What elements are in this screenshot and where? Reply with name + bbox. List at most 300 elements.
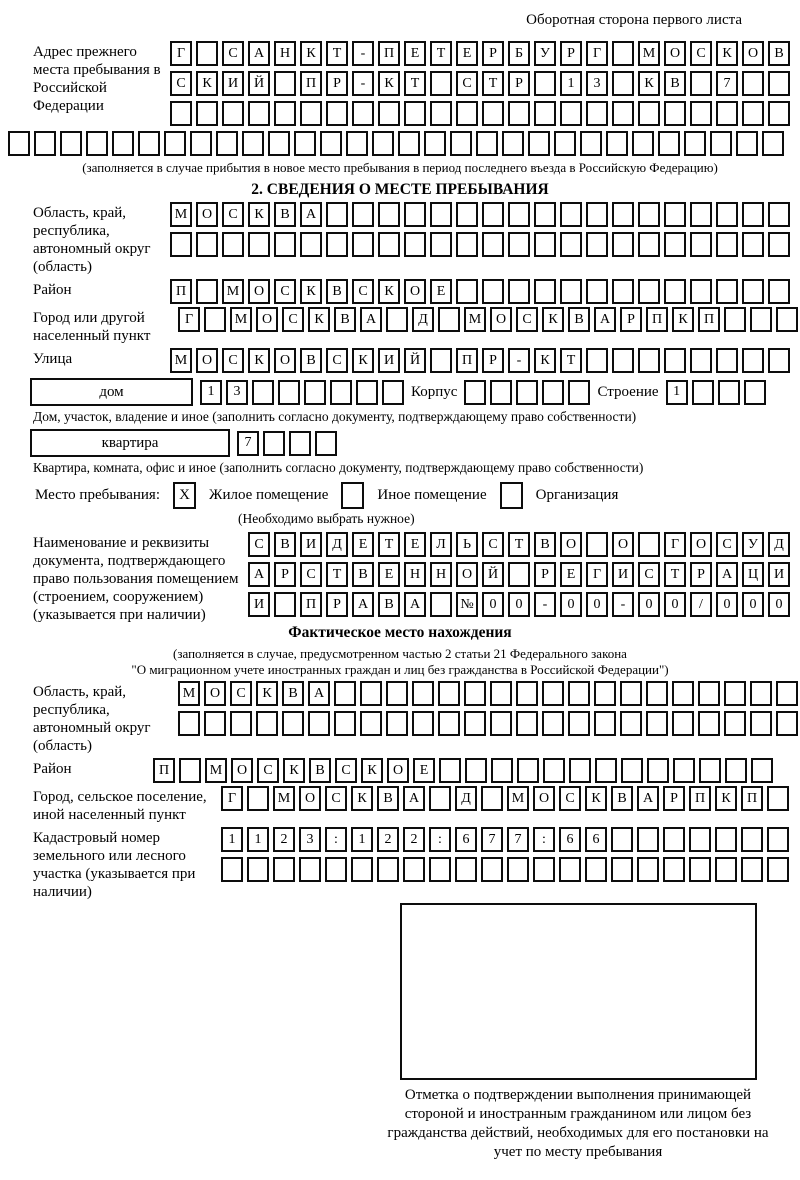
char-box[interactable]: О — [490, 307, 512, 332]
char-box[interactable]: 3 — [586, 71, 608, 96]
char-box[interactable] — [352, 232, 374, 257]
char-box[interactable]: Т — [508, 532, 530, 557]
char-box[interactable] — [196, 101, 218, 126]
char-box[interactable]: Ц — [742, 562, 764, 587]
char-box[interactable]: : — [325, 827, 347, 852]
char-box[interactable] — [464, 681, 486, 706]
char-box[interactable] — [638, 532, 660, 557]
char-box[interactable] — [699, 758, 721, 783]
char-box[interactable]: С — [690, 41, 712, 66]
residence-checkbox-org[interactable] — [500, 482, 523, 509]
char-box[interactable]: Т — [326, 41, 348, 66]
char-box[interactable] — [204, 711, 226, 736]
char-box[interactable]: Г — [586, 41, 608, 66]
char-box[interactable]: О — [274, 348, 296, 373]
char-box[interactable]: 0 — [664, 592, 686, 617]
char-box[interactable] — [502, 131, 524, 156]
char-box[interactable]: Г — [170, 41, 192, 66]
char-box[interactable]: П — [300, 71, 322, 96]
char-box[interactable] — [190, 131, 212, 156]
char-box[interactable] — [638, 232, 660, 257]
char-box[interactable]: П — [646, 307, 668, 332]
char-box[interactable]: - — [508, 348, 530, 373]
char-box[interactable]: : — [429, 827, 451, 852]
char-box[interactable] — [611, 827, 633, 852]
char-box[interactable]: К — [542, 307, 564, 332]
char-box[interactable]: 2 — [273, 827, 295, 852]
char-box[interactable] — [612, 348, 634, 373]
char-box[interactable]: С — [230, 681, 252, 706]
char-box[interactable] — [299, 857, 321, 882]
char-box[interactable] — [725, 758, 747, 783]
char-box[interactable] — [724, 711, 746, 736]
char-box[interactable]: К — [300, 279, 322, 304]
char-box[interactable]: 6 — [559, 827, 581, 852]
char-box[interactable]: / — [690, 592, 712, 617]
char-box[interactable] — [216, 131, 238, 156]
char-box[interactable] — [508, 202, 530, 227]
char-box[interactable] — [516, 380, 538, 405]
char-box[interactable] — [768, 348, 790, 373]
char-box[interactable] — [256, 711, 278, 736]
char-box[interactable]: В — [378, 592, 400, 617]
char-box[interactable] — [715, 827, 737, 852]
char-box[interactable] — [404, 101, 426, 126]
char-box[interactable]: Р — [663, 786, 685, 811]
char-box[interactable] — [430, 101, 452, 126]
char-box[interactable] — [274, 101, 296, 126]
char-box[interactable] — [300, 101, 322, 126]
char-box[interactable]: А — [403, 786, 425, 811]
char-box[interactable] — [438, 711, 460, 736]
residence-checkbox-inoe[interactable] — [341, 482, 364, 509]
char-box[interactable]: С — [716, 532, 738, 557]
char-box[interactable] — [689, 857, 711, 882]
char-box[interactable]: Е — [404, 41, 426, 66]
char-box[interactable] — [716, 202, 738, 227]
char-box[interactable] — [404, 232, 426, 257]
char-box[interactable] — [663, 827, 685, 852]
char-box[interactable]: О — [664, 41, 686, 66]
char-box[interactable] — [606, 131, 628, 156]
char-box[interactable]: 2 — [377, 827, 399, 852]
char-box[interactable]: О — [196, 348, 218, 373]
char-box[interactable] — [710, 131, 732, 156]
char-box[interactable] — [282, 711, 304, 736]
char-box[interactable] — [690, 232, 712, 257]
char-box[interactable]: А — [300, 202, 322, 227]
char-box[interactable] — [647, 758, 669, 783]
char-box[interactable] — [372, 131, 394, 156]
char-box[interactable] — [351, 857, 373, 882]
char-box[interactable]: К — [256, 681, 278, 706]
char-box[interactable]: Р — [508, 71, 530, 96]
char-box[interactable] — [580, 131, 602, 156]
char-box[interactable] — [664, 232, 686, 257]
char-box[interactable] — [403, 857, 425, 882]
char-box[interactable]: К — [196, 71, 218, 96]
char-box[interactable]: Г — [586, 562, 608, 587]
char-box[interactable] — [315, 431, 337, 456]
char-box[interactable] — [690, 202, 712, 227]
char-box[interactable] — [768, 202, 790, 227]
char-box[interactable]: В — [352, 562, 374, 587]
char-box[interactable] — [560, 232, 582, 257]
char-box[interactable] — [768, 101, 790, 126]
char-box[interactable]: И — [768, 562, 790, 587]
char-box[interactable] — [664, 279, 686, 304]
char-box[interactable] — [508, 232, 530, 257]
char-box[interactable] — [736, 131, 758, 156]
char-box[interactable] — [360, 681, 382, 706]
char-box[interactable] — [689, 827, 711, 852]
char-box[interactable]: П — [698, 307, 720, 332]
char-box[interactable]: Т — [482, 71, 504, 96]
char-box[interactable] — [464, 711, 486, 736]
char-box[interactable] — [430, 348, 452, 373]
char-box[interactable]: М — [273, 786, 295, 811]
char-box[interactable]: К — [248, 202, 270, 227]
char-box[interactable] — [528, 131, 550, 156]
char-box[interactable] — [164, 131, 186, 156]
char-box[interactable] — [750, 711, 772, 736]
char-box[interactable] — [560, 101, 582, 126]
char-box[interactable] — [112, 131, 134, 156]
char-box[interactable]: 7 — [716, 71, 738, 96]
char-box[interactable]: П — [456, 348, 478, 373]
char-box[interactable]: Й — [248, 71, 270, 96]
char-box[interactable] — [612, 202, 634, 227]
char-box[interactable] — [482, 279, 504, 304]
char-box[interactable] — [768, 232, 790, 257]
char-box[interactable] — [490, 711, 512, 736]
char-box[interactable] — [664, 202, 686, 227]
char-box[interactable] — [386, 307, 408, 332]
char-box[interactable] — [247, 857, 269, 882]
char-box[interactable]: К — [361, 758, 383, 783]
char-box[interactable] — [274, 592, 296, 617]
char-box[interactable]: С — [326, 348, 348, 373]
char-box[interactable] — [481, 857, 503, 882]
char-box[interactable]: 1 — [200, 380, 222, 405]
char-box[interactable]: О — [248, 279, 270, 304]
char-box[interactable] — [638, 279, 660, 304]
char-box[interactable] — [658, 131, 680, 156]
char-box[interactable] — [430, 202, 452, 227]
char-box[interactable]: 0 — [508, 592, 530, 617]
char-box[interactable]: Т — [664, 562, 686, 587]
char-box[interactable] — [320, 131, 342, 156]
char-box[interactable]: О — [742, 41, 764, 66]
char-box[interactable]: Й — [404, 348, 426, 373]
char-box[interactable] — [517, 758, 539, 783]
char-box[interactable] — [620, 681, 642, 706]
char-box[interactable] — [507, 857, 529, 882]
char-box[interactable] — [386, 681, 408, 706]
char-box[interactable]: С — [352, 279, 374, 304]
char-box[interactable] — [476, 131, 498, 156]
char-box[interactable] — [326, 232, 348, 257]
char-box[interactable]: Т — [430, 41, 452, 66]
char-box[interactable]: С — [222, 348, 244, 373]
char-box[interactable]: С — [335, 758, 357, 783]
char-box[interactable] — [690, 71, 712, 96]
residence-checkbox-zhiloe[interactable]: X — [173, 482, 196, 509]
char-box[interactable] — [585, 857, 607, 882]
char-box[interactable] — [252, 380, 274, 405]
char-box[interactable] — [672, 711, 694, 736]
char-box[interactable]: - — [352, 71, 374, 96]
char-box[interactable]: К — [248, 348, 270, 373]
char-box[interactable] — [378, 202, 400, 227]
char-box[interactable] — [274, 71, 296, 96]
char-box[interactable] — [430, 71, 452, 96]
char-box[interactable] — [179, 758, 201, 783]
char-box[interactable]: Р — [482, 348, 504, 373]
char-box[interactable]: 0 — [560, 592, 582, 617]
char-box[interactable]: - — [534, 592, 556, 617]
char-box[interactable]: 1 — [247, 827, 269, 852]
char-box[interactable]: 7 — [481, 827, 503, 852]
char-box[interactable] — [325, 857, 347, 882]
char-box[interactable]: К — [378, 71, 400, 96]
char-box[interactable]: 0 — [638, 592, 660, 617]
char-box[interactable] — [742, 71, 764, 96]
char-box[interactable] — [534, 71, 556, 96]
char-box[interactable]: 0 — [768, 592, 790, 617]
char-box[interactable] — [698, 711, 720, 736]
char-box[interactable] — [352, 101, 374, 126]
char-box[interactable]: Е — [404, 532, 426, 557]
char-box[interactable]: 6 — [455, 827, 477, 852]
char-box[interactable]: 0 — [742, 592, 764, 617]
char-box[interactable]: О — [690, 532, 712, 557]
char-box[interactable] — [377, 857, 399, 882]
char-box[interactable] — [330, 380, 352, 405]
char-box[interactable] — [586, 232, 608, 257]
char-box[interactable]: Й — [482, 562, 504, 587]
char-box[interactable] — [481, 786, 503, 811]
char-box[interactable]: П — [300, 592, 322, 617]
char-box[interactable]: : — [533, 827, 555, 852]
char-box[interactable]: Е — [560, 562, 582, 587]
char-box[interactable]: П — [170, 279, 192, 304]
char-box[interactable]: С — [325, 786, 347, 811]
char-box[interactable] — [762, 131, 784, 156]
char-box[interactable] — [138, 131, 160, 156]
char-box[interactable]: И — [612, 562, 634, 587]
char-box[interactable] — [690, 279, 712, 304]
char-box[interactable] — [222, 232, 244, 257]
char-box[interactable] — [378, 101, 400, 126]
char-box[interactable] — [508, 101, 530, 126]
char-box[interactable]: - — [352, 41, 374, 66]
char-box[interactable] — [742, 232, 764, 257]
char-box[interactable] — [715, 857, 737, 882]
char-box[interactable]: А — [404, 592, 426, 617]
char-box[interactable]: П — [378, 41, 400, 66]
char-box[interactable]: Е — [430, 279, 452, 304]
char-box[interactable] — [612, 101, 634, 126]
char-box[interactable] — [718, 380, 740, 405]
char-box[interactable] — [398, 131, 420, 156]
char-box[interactable]: Е — [413, 758, 435, 783]
char-box[interactable]: К — [351, 786, 373, 811]
char-box[interactable] — [560, 279, 582, 304]
char-box[interactable] — [768, 71, 790, 96]
char-box[interactable] — [724, 307, 746, 332]
char-box[interactable]: О — [533, 786, 555, 811]
char-box[interactable] — [8, 131, 30, 156]
char-box[interactable] — [637, 827, 659, 852]
char-box[interactable]: С — [257, 758, 279, 783]
char-box[interactable] — [482, 202, 504, 227]
char-box[interactable]: 1 — [666, 380, 688, 405]
char-box[interactable]: П — [153, 758, 175, 783]
char-box[interactable]: 1 — [560, 71, 582, 96]
char-box[interactable]: Р — [690, 562, 712, 587]
char-box[interactable]: В — [611, 786, 633, 811]
char-box[interactable] — [482, 101, 504, 126]
char-box[interactable]: В — [282, 681, 304, 706]
char-box[interactable] — [568, 380, 590, 405]
char-box[interactable] — [533, 857, 555, 882]
char-box[interactable] — [289, 431, 311, 456]
char-box[interactable]: С — [516, 307, 538, 332]
char-box[interactable] — [308, 711, 330, 736]
char-box[interactable] — [430, 592, 452, 617]
char-box[interactable]: Г — [221, 786, 243, 811]
char-box[interactable]: О — [231, 758, 253, 783]
char-box[interactable] — [612, 71, 634, 96]
char-box[interactable]: М — [230, 307, 252, 332]
char-box[interactable] — [429, 786, 451, 811]
char-box[interactable]: С — [170, 71, 192, 96]
char-box[interactable]: О — [404, 279, 426, 304]
char-box[interactable]: И — [300, 532, 322, 557]
char-box[interactable] — [751, 758, 773, 783]
char-box[interactable] — [542, 380, 564, 405]
char-box[interactable]: Е — [456, 41, 478, 66]
char-box[interactable] — [534, 101, 556, 126]
char-box[interactable] — [356, 380, 378, 405]
char-box[interactable] — [304, 380, 326, 405]
char-box[interactable] — [508, 562, 530, 587]
char-box[interactable] — [776, 681, 798, 706]
char-box[interactable] — [438, 307, 460, 332]
char-box[interactable] — [692, 380, 714, 405]
char-box[interactable] — [456, 279, 478, 304]
char-box[interactable]: Т — [560, 348, 582, 373]
char-box[interactable] — [664, 101, 686, 126]
char-box[interactable]: И — [222, 71, 244, 96]
char-box[interactable]: Р — [534, 562, 556, 587]
char-box[interactable]: 1 — [351, 827, 373, 852]
char-box[interactable] — [222, 101, 244, 126]
char-box[interactable] — [482, 232, 504, 257]
char-box[interactable]: М — [178, 681, 200, 706]
char-box[interactable]: М — [507, 786, 529, 811]
char-box[interactable] — [646, 711, 668, 736]
char-box[interactable] — [508, 279, 530, 304]
char-box[interactable] — [196, 279, 218, 304]
char-box[interactable] — [465, 758, 487, 783]
char-box[interactable]: Р — [620, 307, 642, 332]
char-box[interactable] — [346, 131, 368, 156]
char-box[interactable]: Т — [404, 71, 426, 96]
char-box[interactable]: - — [612, 592, 634, 617]
char-box[interactable] — [196, 232, 218, 257]
char-box[interactable] — [586, 101, 608, 126]
char-box[interactable] — [776, 711, 798, 736]
char-box[interactable]: Т — [378, 532, 400, 557]
char-box[interactable] — [429, 857, 451, 882]
char-box[interactable]: В — [326, 279, 348, 304]
char-box[interactable] — [554, 131, 576, 156]
char-box[interactable] — [326, 202, 348, 227]
char-box[interactable]: Л — [430, 532, 452, 557]
char-box[interactable] — [594, 681, 616, 706]
char-box[interactable]: М — [170, 202, 192, 227]
char-box[interactable]: 7 — [507, 827, 529, 852]
char-box[interactable] — [294, 131, 316, 156]
char-box[interactable] — [248, 232, 270, 257]
char-box[interactable]: П — [741, 786, 763, 811]
char-box[interactable] — [86, 131, 108, 156]
char-box[interactable]: Г — [664, 532, 686, 557]
char-box[interactable] — [534, 232, 556, 257]
char-box[interactable] — [178, 711, 200, 736]
char-box[interactable]: С — [282, 307, 304, 332]
char-box[interactable] — [196, 41, 218, 66]
char-box[interactable] — [456, 101, 478, 126]
char-box[interactable] — [741, 827, 763, 852]
char-box[interactable]: Д — [412, 307, 434, 332]
char-box[interactable] — [724, 681, 746, 706]
char-box[interactable] — [404, 202, 426, 227]
char-box[interactable] — [612, 232, 634, 257]
char-box[interactable]: В — [768, 41, 790, 66]
char-box[interactable]: 0 — [586, 592, 608, 617]
char-box[interactable] — [767, 857, 789, 882]
char-box[interactable]: В — [377, 786, 399, 811]
char-box[interactable]: В — [534, 532, 556, 557]
char-box[interactable] — [412, 711, 434, 736]
char-box[interactable]: К — [352, 348, 374, 373]
char-box[interactable] — [247, 786, 269, 811]
char-box[interactable]: С — [222, 41, 244, 66]
char-box[interactable] — [767, 827, 789, 852]
char-box[interactable]: К — [534, 348, 556, 373]
char-box[interactable]: П — [689, 786, 711, 811]
char-box[interactable] — [776, 307, 798, 332]
char-box[interactable]: 3 — [226, 380, 248, 405]
char-box[interactable]: С — [300, 562, 322, 587]
char-box[interactable]: М — [638, 41, 660, 66]
char-box[interactable]: Т — [326, 562, 348, 587]
char-box[interactable] — [632, 131, 654, 156]
char-box[interactable]: В — [300, 348, 322, 373]
char-box[interactable]: 0 — [716, 592, 738, 617]
char-box[interactable] — [768, 279, 790, 304]
char-box[interactable]: К — [716, 41, 738, 66]
char-box[interactable] — [456, 202, 478, 227]
char-box[interactable] — [273, 857, 295, 882]
char-box[interactable] — [559, 857, 581, 882]
char-box[interactable]: А — [716, 562, 738, 587]
char-box[interactable] — [386, 711, 408, 736]
char-box[interactable]: К — [672, 307, 694, 332]
